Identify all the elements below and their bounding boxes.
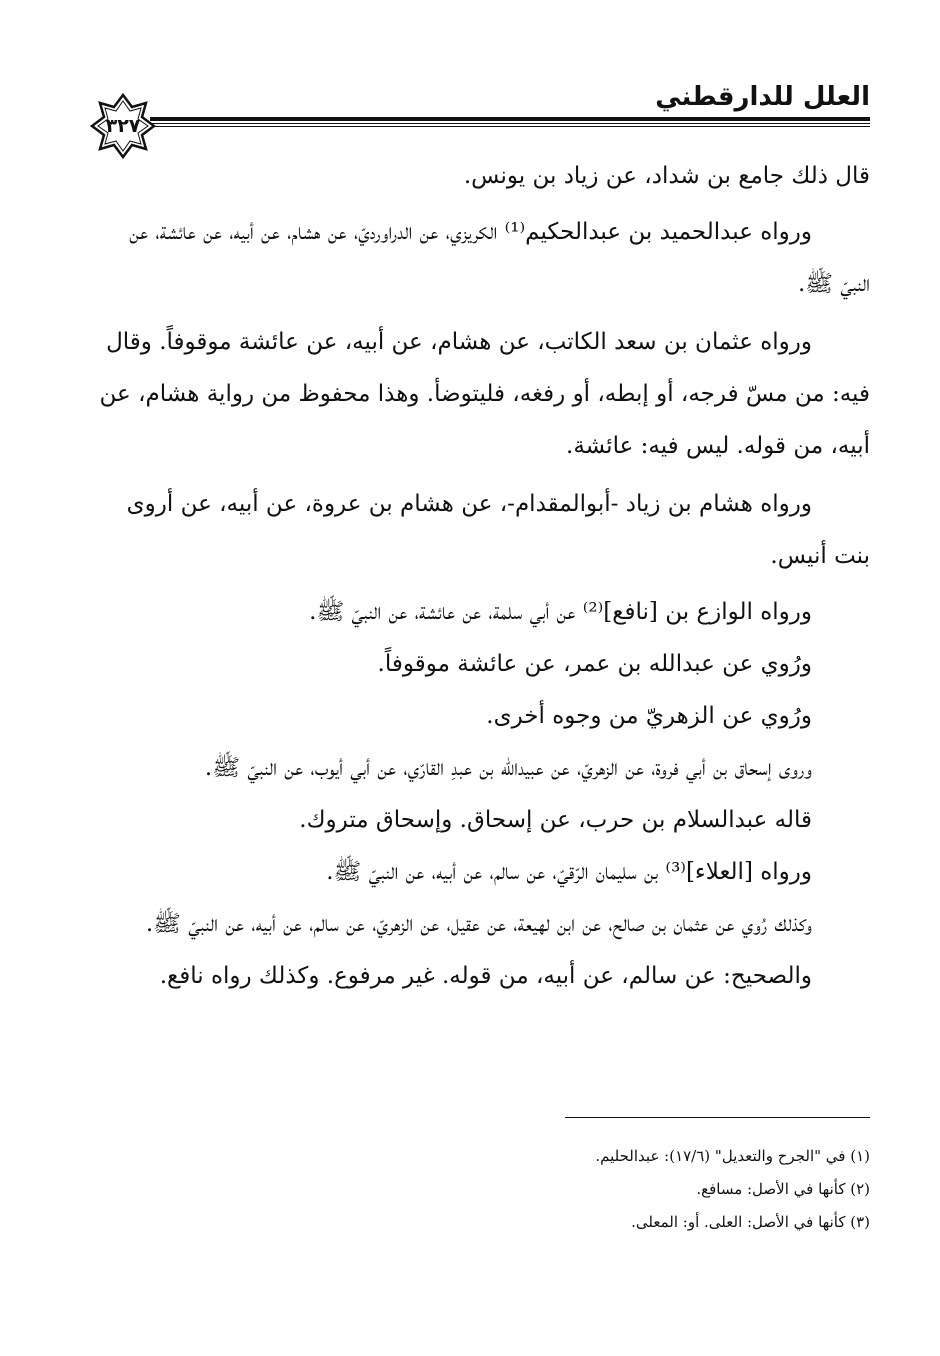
footnote: (٣) كأنها في الأصل: العلى. أو: المعلى. bbox=[631, 1213, 870, 1231]
paragraph: وروى إسحاق بن أبي فروة، عن الزهريّ، عن عبيدالله بن عبدِ القارّي، عن أبي أيوب، عن النبيّ ﷺ. bbox=[204, 755, 812, 781]
running-header-title: العلل للدارقطني bbox=[655, 82, 870, 112]
footnote: (٢) كأنها في الأصل: مسافع. bbox=[696, 1180, 870, 1198]
paragraph: ورواه [العلاء]⁽³⁾ بن سليمان الرّقيّ، عن سالم، عن أبيه، عن النبيّ ﷺ. bbox=[326, 859, 812, 885]
paragraph: قال ذلك جامع بن شداد، عن زياد بن يونس. bbox=[463, 163, 870, 189]
header-rule bbox=[150, 117, 870, 129]
paragraph: وكذلك رُوي عن عثمان بن صالح، عن ابن لهيعة، عن عقيل، عن الزهريّ، عن سالم، عن أبيه، عن النبيّ ﷺ. bbox=[145, 911, 812, 937]
paragraph: والصحيح: عن سالم، عن أبيه، من قوله. غير مرفوع. وكذلك رواه نافع. bbox=[159, 963, 812, 989]
footnotes bbox=[95, 1140, 870, 1239]
paragraph: ورواه عثمان بن سعد الكاتب، عن هشام، عن أبيه، عن عائشة موقوفاً. وقال فيه: من مسّ فرجه، أو إبطه، أو رفغه، فليتوضأ. وهذا محفوظ من رواية هشام، عن أبيه، من قوله. ليس فيه: عائشة. bbox=[99, 329, 870, 459]
main-text bbox=[95, 150, 870, 1002]
paragraph: ورُوي عن عبدالله بن عمر، عن عائشة موقوفاً. bbox=[377, 651, 812, 677]
paragraph: ورواه الوازع بن [نافع]⁽²⁾ عن أبي سلمة، عن عائشة، عن النبيّ ﷺ. bbox=[309, 599, 812, 625]
paragraph: ورواه عبدالحميد بن عبدالحكيم⁽¹⁾ الكريزي، عن الدراورديّ، عن هشام، عن أبيه، عن عائشة، عن النبيّ ﷺ. bbox=[129, 219, 870, 297]
paragraph: ورواه هشام بن زياد -أبوالمقدام-، عن هشام بن عروة، عن أبيه، عن أروى بنت أنيس. bbox=[126, 491, 870, 569]
page-number: ٣٢٧ bbox=[105, 115, 141, 137]
footnote-divider bbox=[565, 1117, 870, 1118]
paragraph: قاله عبدالسلام بن حرب، عن إسحاق. وإسحاق متروك. bbox=[299, 807, 812, 833]
footnote: (١) في "الجرح والتعديل" (١٧/٦): عبدالحليم. bbox=[595, 1147, 870, 1165]
paragraph: ورُوي عن الزهريّ من وجوه أخرى. bbox=[486, 703, 812, 729]
